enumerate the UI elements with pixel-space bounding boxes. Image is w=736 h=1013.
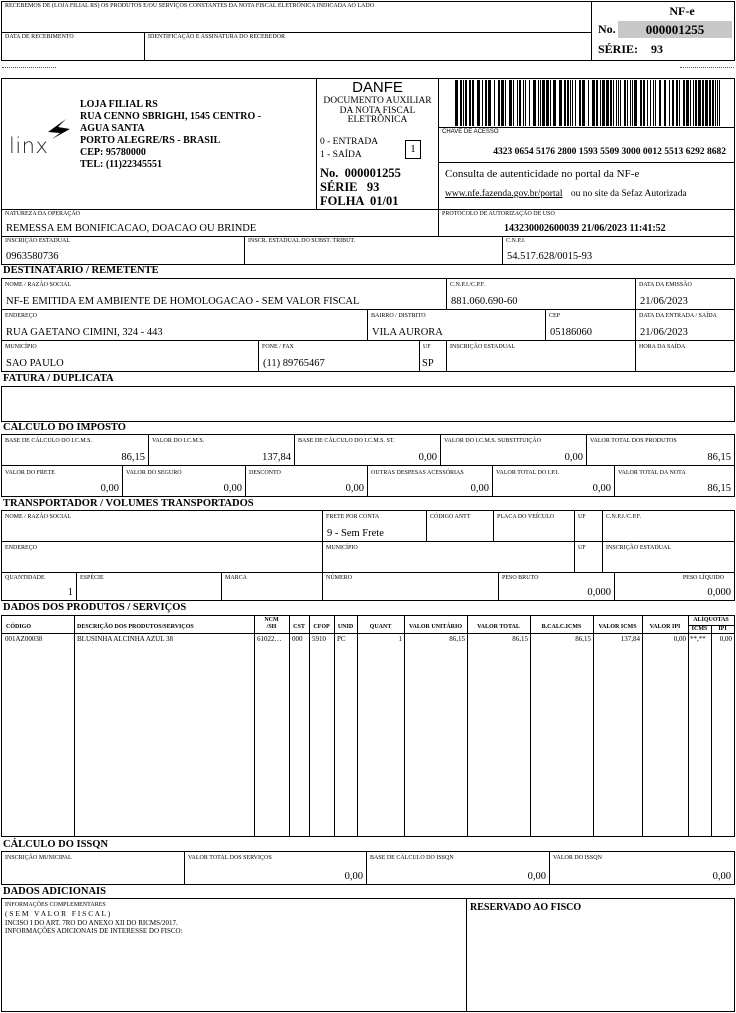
peso-liquido-label: PESO LÍQUIDO: [682, 575, 724, 581]
protocolo-value: 143230002600039 21/06/2023 11:41:52: [504, 223, 666, 234]
danfe-subtitle3: ELETRÔNICA: [347, 115, 408, 125]
imposto-field: [614, 465, 735, 497]
uf-box: [419, 340, 447, 372]
barcode-bar: [640, 80, 642, 126]
cnpj-box: [502, 236, 735, 265]
col-ncm: [254, 617, 289, 631]
issqn-field-value: 0,00: [712, 871, 731, 882]
barcode-bar: [618, 80, 619, 126]
barcode-bar: [647, 80, 648, 126]
cut-line-right: [680, 67, 734, 68]
barcode-bar: [690, 80, 691, 126]
emitter-box: [1, 78, 317, 210]
barcode-bar: [596, 80, 598, 126]
entrada-saida-label: DATA DA ENTRADA / SAÍDA: [639, 313, 717, 319]
placa-box: [493, 510, 575, 542]
barcode-bar: [517, 80, 518, 126]
info-line2: INCISO I DO ART. 7RO DO ANEXO XII DO RICMS/2017.: [5, 919, 178, 927]
barcode-bar: [550, 80, 551, 126]
product-cell-cst: 000: [292, 635, 303, 643]
barcode-bar: [655, 80, 656, 126]
barcode-bar: [529, 80, 530, 126]
danfe-entrada: 0 - ENTRADA: [320, 137, 379, 147]
col-aliquotas: ALÍQUOTAS: [693, 617, 729, 623]
barcode-bar: [664, 80, 666, 126]
barcode-bar: [627, 80, 628, 126]
issqn-field-label: VALOR TOTAL DOS SERVIÇOS: [188, 855, 272, 861]
emitter-cep: CEP: 95780000: [80, 147, 146, 158]
barcode-bar: [533, 80, 536, 126]
issqn-field-label: INSCRIÇÃO MUNICIPAL: [5, 855, 72, 861]
issqn-field-label: VALOR DO ISSQN: [553, 855, 602, 861]
imposto-field: [492, 465, 615, 497]
danfe-number: No. 000001255: [320, 166, 401, 180]
barcode-bar: [698, 80, 701, 126]
natureza-label: NATUREZA DA OPERAÇÃO: [5, 211, 81, 217]
product-cell-aliq-ipi: 0,00: [719, 635, 732, 643]
receipt-date-field[interactable]: [3, 42, 143, 59]
barcode-bar: [632, 80, 633, 126]
imposto-field-value: 0,00: [100, 483, 119, 494]
receipt-date-label: DATA DE RECEBIMENTO: [5, 34, 74, 40]
danfe-folha: FOLHA 01/01: [320, 194, 399, 208]
products-section-title: DADOS DOS PRODUTOS / SERVIÇOS: [3, 602, 187, 613]
barcode-bar: [469, 80, 471, 126]
recipient-cpf: 881.060.690-60: [451, 296, 518, 307]
recipient-section-title: DESTINATÁRIO / REMETENTE: [3, 265, 159, 276]
fatura-box: [1, 386, 735, 422]
municipio-value: SAO PAULO: [6, 358, 64, 369]
barcode-bar: [653, 80, 654, 126]
cnpj-value: 54.517.628/0015-93: [507, 251, 593, 262]
imposto-field-value: 86,15: [707, 452, 731, 463]
issqn-field-value: 0,00: [344, 871, 363, 882]
protocolo-label: PROTOCOLO DE AUTORIZAÇÃO DE USO: [442, 211, 555, 217]
uf-value: SP: [422, 358, 434, 369]
transport-section-title: TRANSPORTADOR / VOLUMES TRANSPORTADOS: [3, 498, 254, 509]
barcode-bar: [650, 80, 651, 126]
imposto-field-label: VALOR DO FRETE: [5, 470, 55, 476]
transport-uf-label: UF: [578, 514, 586, 520]
imposto-field-label: VALOR TOTAL DOS PRODUTOS: [590, 438, 677, 444]
imposto-field-label: OUTRAS DESPESAS ACESSÓRIAS: [371, 470, 464, 476]
col-valor-unitario: VALOR UNITÁRIO: [408, 624, 463, 630]
transport-uf2-label: UF: [578, 545, 586, 551]
col-valor-ipi: VALOR IPI: [649, 624, 681, 630]
imposto-field: [367, 465, 493, 497]
barcode-bar: [620, 80, 621, 126]
imposto-field-value: 0,00: [592, 483, 611, 494]
danfe-tipo: 1: [405, 140, 421, 159]
issqn-field: [549, 851, 735, 885]
municipio-label: MUNICÍPIO: [5, 344, 37, 350]
danfe-subtitle2: DA NOTA FISCAL: [339, 105, 416, 116]
emitter-address2: AGUA SANTA: [80, 123, 145, 134]
receipt-text: RECEBEMOS DE (LOJA FILIAL RS) OS PRODUTOS E/OU SERVIÇOS CONSTANTES DA NOTA FISCAL ELETRÔNICA INDICADA AO LADO: [5, 3, 375, 9]
col-descricao: DESCRIÇÃO DOS PRODUTOS/SERVIÇOS: [77, 624, 194, 630]
col-ncm-line1: NCM: [264, 617, 279, 623]
barcode-bar: [592, 80, 595, 126]
product-cell-aliq-icms: **,**: [690, 635, 706, 643]
barcode-bar: [567, 80, 569, 126]
barcode-bar: [494, 80, 495, 126]
transport-uf-box: [574, 510, 603, 542]
endereco-label: ENDEREÇO: [5, 313, 37, 319]
barcode-bar: [519, 80, 521, 126]
ie-st-label: INSCR. ESTADUAL DO SUBST. TRIBUT.: [248, 238, 356, 244]
emissao-box: [635, 278, 735, 310]
barcode-bar: [686, 80, 689, 126]
barcode-bar: [542, 80, 545, 126]
quantidade-label: QUANTIDADE: [5, 575, 45, 581]
recipient-name-label: NOME / RAZÃO SOCIAL: [5, 282, 72, 288]
barcode-bar: [602, 80, 605, 126]
barcode-bar: [695, 80, 697, 126]
antt-box: [426, 510, 494, 542]
barcode-bar: [702, 80, 704, 126]
barcode-bar: [575, 80, 576, 126]
imposto-field-value: 137,84: [262, 452, 291, 463]
marca-box: [221, 572, 323, 601]
barcode-bar: [513, 80, 514, 126]
imposto-field-value: 0,00: [223, 483, 242, 494]
imposto-field-label: VALOR TOTAL DA NOTA: [618, 470, 686, 476]
fone-label: FONE / FAX: [262, 344, 294, 350]
barcode-bar: [634, 80, 637, 126]
cep-box: [545, 309, 636, 341]
portal-link[interactable]: www.nfe.fazenda.gov.br/portal: [445, 189, 563, 199]
col-cfop: CFOP: [313, 624, 330, 630]
emissao-value: 21/06/2023: [640, 296, 688, 307]
imposto-field-value: 0,00: [418, 452, 437, 463]
transport-cnpj-label: C.N.P.J./C.P.F.: [606, 514, 642, 520]
col-quant: QUANT: [369, 624, 392, 630]
natureza-box: [1, 209, 439, 237]
marca-label: MARCA: [225, 575, 248, 581]
product-cell-descricao: BLUSINHA ALCINHA AZUL 38: [77, 635, 173, 643]
barcode-bar: [570, 80, 571, 126]
imposto-field-label: VALOR DO SEGURO: [126, 470, 182, 476]
frete-box: [322, 510, 427, 542]
peso-liquido-box: [614, 572, 735, 601]
barcode-bar: [679, 80, 680, 126]
recipient-ie-box: [446, 340, 636, 372]
numero-label: NÚMERO: [326, 575, 353, 581]
transport-municipio-label: MUNICÍPIO: [326, 545, 358, 551]
transport-endereco-label: ENDEREÇO: [5, 545, 37, 551]
barcode-bar: [717, 80, 718, 126]
cut-line-left: [2, 67, 56, 68]
imposto-field-label: DESCONTO: [249, 470, 281, 476]
imposto-field-label: BASE DE CÁLCULO DO I.C.M.S. ST.: [298, 438, 395, 444]
imposto-field: [245, 465, 368, 497]
barcode-bar: [509, 80, 512, 126]
barcode-bar: [477, 80, 480, 126]
col-aliq-ipi: IPI: [718, 626, 727, 632]
access-key[interactable]: 4323 0654 5176 2800 1593 5509 3000 0012 5513 6292 8682: [493, 147, 726, 157]
quantidade-box: [1, 572, 77, 601]
col-bcalc: B.CALC.ICMS: [541, 624, 582, 630]
barcode-bar: [624, 80, 626, 126]
product-cell-quant: 1: [398, 635, 402, 643]
bairro-box: [367, 309, 546, 341]
numero-box: [322, 572, 499, 601]
barcode-bar: [488, 80, 491, 126]
endereco-value: RUA GAETANO CIMINI, 324 - 443: [6, 327, 163, 338]
barcode-bar: [606, 80, 609, 126]
barcode-bar: [715, 80, 716, 126]
transport-cnpj-box: [602, 510, 735, 542]
imposto-field-label: VALOR DO I.C.M.S. SUBSTITUIÇÃO: [444, 438, 542, 444]
placa-label: PLACA DO VEÍCULO: [497, 514, 555, 520]
barcode-bar: [505, 80, 506, 126]
barcode-bar: [485, 80, 487, 126]
barcode-bar: [719, 80, 720, 126]
barcode-bar: [616, 80, 617, 126]
ie-label: INSCRIÇÃO ESTADUAL: [5, 238, 71, 244]
product-cell-unid: PC: [337, 635, 346, 643]
imposto-field-value: 86,15: [707, 483, 731, 494]
imposto-field: [148, 434, 295, 466]
entrada-saida-value: 21/06/2023: [640, 327, 688, 338]
hora-label: HORA DA SAÍDA: [639, 344, 686, 350]
col-unid: UNID: [337, 624, 354, 630]
transport-uf2-box: [574, 541, 603, 573]
barcode-bar: [659, 80, 661, 126]
danfe-serie: SÉRIE 93: [320, 180, 380, 194]
barcode-bar: [643, 80, 645, 126]
imposto-field-label: BASE DE CÁLCULO DO I.C.M.S.: [5, 438, 93, 444]
product-cell-valor-icms: 137,84: [620, 635, 640, 643]
frete-value: 9 - Sem Frete: [327, 528, 384, 539]
receipt-no-label: No.: [598, 22, 616, 36]
barcode-bar: [582, 80, 585, 126]
info-line1: ( S E M V A L O R F I S C A L ): [5, 909, 111, 918]
especie-box: [76, 572, 222, 601]
product-cell-ncm: 61022…: [257, 635, 282, 643]
issqn-field-value: 0,00: [527, 871, 546, 882]
barcode-bar: [564, 80, 566, 126]
barcode-bar: [460, 80, 462, 126]
barcode-bar: [546, 80, 549, 126]
fatura-section-title: FATURA / DUPLICATA: [3, 373, 114, 384]
receipt-serie-label: SÉRIE:: [598, 42, 639, 56]
ie-st-box: [244, 236, 503, 265]
barcode-bar: [501, 80, 504, 126]
barcode: [455, 80, 721, 126]
emissao-label: DATA DA EMISSÃO: [639, 282, 692, 288]
svg-text:linx: linx: [9, 134, 49, 157]
protocolo-box: [438, 209, 735, 237]
transport-nome-box: [1, 510, 323, 542]
entrada-saida-box: [635, 309, 735, 341]
barcode-bar: [482, 80, 483, 126]
imposto-field-value: 0,00: [345, 483, 364, 494]
product-cell-valor-total: 86,15: [512, 635, 528, 643]
imposto-field: [586, 434, 735, 466]
product-cell-cfop: 5910: [312, 635, 326, 643]
frete-label: FRETE POR CONTA: [326, 514, 380, 520]
danfe-title: DANFE: [352, 79, 403, 96]
imposto-field-label: VALOR TOTAL DO I.P.I.: [496, 470, 559, 476]
barcode-bar: [709, 80, 711, 126]
emitter-city: PORTO ALEGRE/RS - BRASIL: [80, 135, 221, 146]
barcode-bar: [600, 80, 601, 126]
barcode-bar: [523, 80, 524, 126]
barcode-bar: [669, 80, 670, 126]
barcode-bar: [465, 80, 467, 126]
linx-logo: [8, 117, 78, 157]
issqn-field: [1, 851, 185, 885]
col-aliq-icms: ICMS: [691, 626, 708, 632]
product-cell-valor-unitario: 86,15: [449, 635, 465, 643]
barcode-bar: [676, 80, 678, 126]
imposto-field-value: 0,00: [564, 452, 583, 463]
receipt-signature-label: IDENTIFICAÇÃO E ASSINATURA DO RECEBEDOR: [148, 34, 286, 40]
emitter-name: LOJA FILIAL RS: [80, 99, 158, 110]
transport-municipio-box: [322, 541, 575, 573]
peso-bruto-box: [498, 572, 615, 601]
ie-value: 0963580736: [6, 251, 59, 262]
ie-box: [1, 236, 245, 265]
barcode-bar: [455, 80, 458, 126]
receipt-stub: [1, 1, 735, 61]
issqn-field: [184, 851, 367, 885]
uf-label: UF: [423, 344, 431, 350]
barcode-bar: [498, 80, 500, 126]
barcode-bar: [705, 80, 708, 126]
receipt-number: 000001255: [618, 21, 732, 38]
receipt-signature-field[interactable]: [146, 42, 590, 59]
col-cst: CST: [293, 624, 305, 630]
cep-value: 05186060: [550, 327, 592, 338]
product-cell-bcalc: 86,15: [575, 635, 591, 643]
barcode-bar: [540, 80, 541, 126]
barcode-bar: [610, 80, 612, 126]
col-ncm-line2: /SH: [266, 624, 277, 630]
col-codigo: CÓDIGO: [6, 624, 32, 630]
product-row[interactable]: [2, 635, 734, 645]
adicionais-section-title: DADOS ADICIONAIS: [3, 886, 106, 897]
quantidade-value: 1: [67, 587, 73, 598]
fisco-box: [466, 898, 735, 1012]
access-key-label: CHAVE DE ACESSO: [442, 129, 499, 135]
imposto-field-label: VALOR DO I.C.M.S.: [152, 438, 205, 444]
danfe-subtitle1: DOCUMENTO AUXILIAR: [323, 96, 432, 106]
issqn-field: [366, 851, 550, 885]
municipio-box: [1, 340, 259, 372]
antt-label: CÓDIGO ANTT: [430, 514, 471, 520]
bairro-label: BAIRRO / DISTRITO: [371, 313, 426, 319]
transport-nome-label: NOME / RAZÃO SOCIAL: [5, 514, 72, 520]
barcode-bar: [463, 80, 464, 126]
natureza-value: REMESSA EM BONIFICACAO, DOACAO OU BRINDE: [6, 223, 257, 234]
barcode-bar: [693, 80, 694, 126]
col-valor-icms: VALOR ICMS: [598, 624, 637, 630]
receipt-nfe-title: NF-e: [669, 4, 695, 18]
barcode-bar: [630, 80, 631, 126]
cnpj-label: C.N.P.J.: [506, 238, 526, 244]
transport-endereco-box: [1, 541, 323, 573]
barcode-bar: [538, 80, 539, 126]
info-complementares-label: INFORMAÇÕES COMPLEMENTARES: [5, 902, 106, 908]
imposto-field: [122, 465, 246, 497]
info-line3: INFORMAÇÕES ADICIONAIS DE INTERESSE DO FISCO:: [5, 927, 183, 935]
transport-ie-box: [602, 541, 735, 573]
info-complementares-box: [1, 898, 467, 1012]
imposto-field-value: 86,15: [121, 452, 145, 463]
issqn-section-title: CÁLCULO DO ISSQN: [3, 839, 109, 850]
product-cell-valor-ipi: 0,00: [673, 635, 686, 643]
imposto-field: [294, 434, 441, 466]
recipient-cpf-label: C.N.P.J./C.P.F.: [450, 282, 486, 288]
barcode-bar: [553, 80, 556, 126]
access-consulta: Consulta de autenticidade no portal da NF-e: [445, 168, 640, 180]
bairro-value: VILA AURORA: [372, 327, 443, 338]
barcode-bar: [559, 80, 562, 126]
col-valor-total: VALOR TOTAL: [477, 624, 520, 630]
cep-label: CEP: [549, 313, 561, 319]
barcode-bar: [525, 80, 526, 126]
imposto-field: [440, 434, 587, 466]
peso-liquido-value: 0,000: [707, 587, 731, 598]
imposto-section-title: CÁLCULO DO IMPOSTO: [3, 422, 126, 433]
danfe-saida: 1 - SAÍDA: [320, 150, 362, 160]
barcode-bar: [672, 80, 674, 126]
issqn-field-label: BASE DE CÁLCULO DO ISSQN: [370, 855, 454, 861]
barcode-bar: [613, 80, 614, 126]
imposto-field-value: 0,00: [470, 483, 489, 494]
imposto-field: [1, 434, 149, 466]
emitter-tel: TEL: (11)22345551: [80, 159, 162, 170]
recipient-ie-label: INSCRIÇÃO ESTADUAL: [450, 344, 516, 350]
barcode-bar: [572, 80, 573, 126]
peso-bruto-label: PESO BRUTO: [502, 575, 539, 581]
recipient-name-box: [1, 278, 447, 310]
danfe-box: [316, 78, 439, 210]
fone-value: (11) 89765467: [263, 358, 325, 369]
hora-box: [635, 340, 735, 372]
barcode-bar: [712, 80, 714, 126]
receipt-serie: 93: [651, 42, 663, 56]
recipient-name: NF-E EMITIDA EM AMBIENTE DE HOMOLOGACAO - SEM VALOR FISCAL: [6, 296, 360, 307]
barcode-bar: [588, 80, 589, 126]
emitter-address1: RUA CENNO SBRIGHI, 1545 CENTRO -: [80, 111, 262, 122]
peso-bruto-value: 0,000: [587, 587, 611, 598]
fone-box: [258, 340, 420, 372]
endereco-box: [1, 309, 368, 341]
products-table: [1, 615, 735, 837]
recipient-cpf-box: [446, 278, 636, 310]
barcode-bar: [472, 80, 474, 126]
product-cell-codigo: 001AZ00038: [5, 635, 43, 643]
imposto-field: [1, 465, 123, 497]
barcode-bar: [579, 80, 581, 126]
transport-ie-label: INSCRIÇÃO ESTADUAL: [606, 545, 672, 551]
fisco-label: RESERVADO AO FISCO: [470, 902, 582, 913]
portal-suffix: ou no site da Sefaz Autorizada: [570, 189, 687, 199]
especie-label: ESPÉCIE: [80, 575, 104, 581]
barcode-bar: [683, 80, 685, 126]
